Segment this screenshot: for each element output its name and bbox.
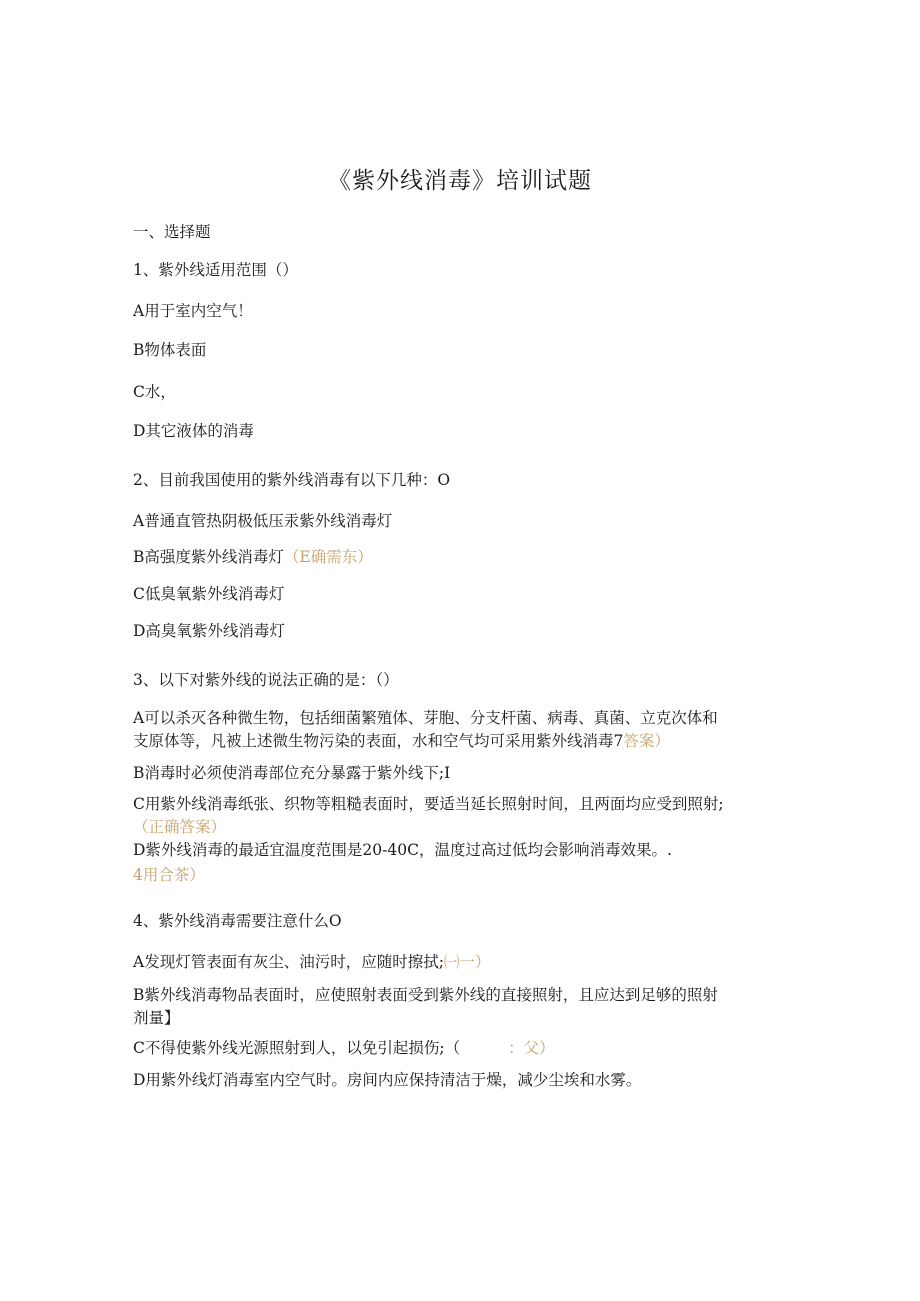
question-2-stem: 2、目前我国使用的紫外线消毒有以下几种：O — [133, 471, 451, 489]
option-text: 支原体等，凡被上述微生物污染的表面，水和空气均可采用紫外线消毒7 — [133, 732, 624, 750]
question-1-stem: 1、紫外线适用范围（） — [133, 261, 298, 279]
option-text: C不得使紫外线光源照射到人，以免引起损伤;（ — [133, 1039, 461, 1057]
answer-mark: （E确需东） — [283, 548, 373, 566]
option-text: B高强度紫外线消毒灯 — [133, 548, 284, 566]
answer-mark: ：父） — [508, 1039, 555, 1057]
section-heading: 一、选择题 — [133, 223, 211, 241]
answer-mark: 答案） — [623, 732, 670, 750]
question-4-option-a — [133, 949, 793, 975]
question-1-option-b: B物体表面 — [133, 341, 207, 359]
question-4-option-b-line-2: 剂量】 — [133, 1009, 180, 1027]
answer-mark: 4用合茶） — [133, 866, 205, 884]
question-1-option-a: A用于室内空气！ — [133, 302, 253, 320]
question-2-option-d: D高臭氧紫外线消毒灯 — [133, 622, 285, 640]
answer-mark: （正确答案） — [133, 818, 227, 836]
question-3-option-c: C用紫外线消毒纸张、织物等粗糙表面时，要适当延长照射时间，且两面均应受到照射; — [133, 795, 724, 813]
question-4-option-b-line-1: B紫外线消毒物品表面时，应使照射表面受到紫外线的直接照射，且应达到足够的照射 — [133, 986, 718, 1004]
option-text: A发现灯管表面有灰尘、油污时，应随时擦拭; — [133, 953, 444, 971]
question-4-option-d: D用紫外线灯消毒室内空气时。房间内应保持清洁于燥，减少尘埃和水雾。 — [133, 1071, 642, 1089]
question-2-option-a: A普通直管热阴极低压汞紫外线消毒灯 — [133, 512, 393, 530]
question-4-stem: 4、紫外线消毒需要注意什么O — [133, 912, 342, 930]
question-3-stem: 3、以下对紫外线的说法正确的是：（） — [133, 671, 399, 689]
question-1-option-d: D其它液体的消毒 — [133, 422, 254, 440]
question-3-option-d: D紫外线消毒的最适宜温度范围是20-40C，温度过高过低均会影响消毒效果。. — [133, 841, 672, 859]
question-2-option-b — [133, 544, 793, 570]
question-3-option-b: B消毒时必须使消毒部位充分暴露于紫外线下;I — [133, 764, 451, 782]
question-2-option-c: C低臭氧紫外线消毒灯 — [133, 585, 285, 603]
question-3-option-a-line-2 — [133, 728, 793, 754]
question-4-option-c — [133, 1035, 793, 1061]
question-1-option-c: C水， — [133, 383, 176, 401]
page-title: 《紫外线消毒》培训试题 — [328, 168, 592, 194]
answer-mark: ㈠一） — [443, 953, 491, 971]
question-3-option-a-line-1: A可以杀灭各种微生物，包括细菌繁殖体、芽胞、分支杆菌、病毒、真菌、立克次体和 — [133, 709, 718, 727]
